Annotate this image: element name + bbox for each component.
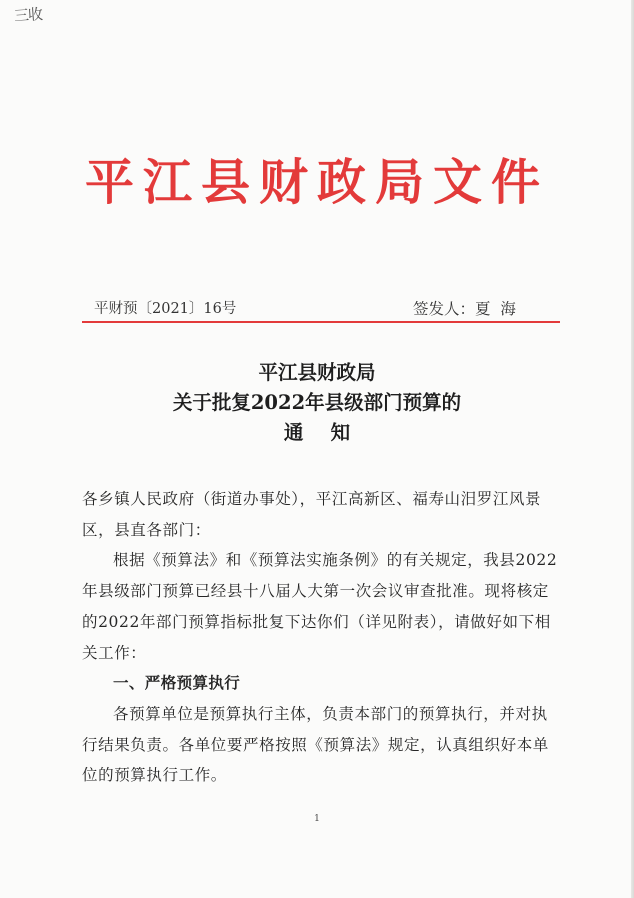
addressee: 各乡镇人民政府（街道办事处），平江高新区、福寿山汨罗江风景区，县直各部门： (82, 490, 542, 539)
notice-title-line-3: 通 知 (283, 421, 351, 444)
document-number: 平财预〔2021〕16号 (94, 301, 237, 317)
notice-title-line-1: 平江县财政局 (258, 361, 376, 384)
handwritten-note: 三收 (13, 5, 43, 25)
notice-title-line-2: 关于批复2022年县级部门预算的 (172, 391, 462, 414)
section-heading: 一、严格预算执行 (113, 673, 241, 693)
document-header-title: 平江县财政局文件 (84, 153, 549, 211)
header-divider (82, 321, 560, 323)
notice-title (0, 358, 634, 448)
body-paragraph: 根据《预算法》和《预算法实施条例》的有关规定，我县2022年县级部门预算已经县十八届人大第一次会议审查批准。现将核定的2022年部门预算指标批复下达你们（详见附表），请做好如下相关工作： (82, 551, 558, 662)
page-number: 1 (314, 814, 320, 824)
body-paragraph: 各预算单位是预算执行主体，负责本部门的预算执行，并对执行结果负责。各单位要严格按照《预算法》规定，认真组织好本单位的预算执行工作。 (82, 704, 549, 785)
signer: 签发人：夏 海 (413, 300, 516, 318)
document-body (82, 484, 562, 791)
